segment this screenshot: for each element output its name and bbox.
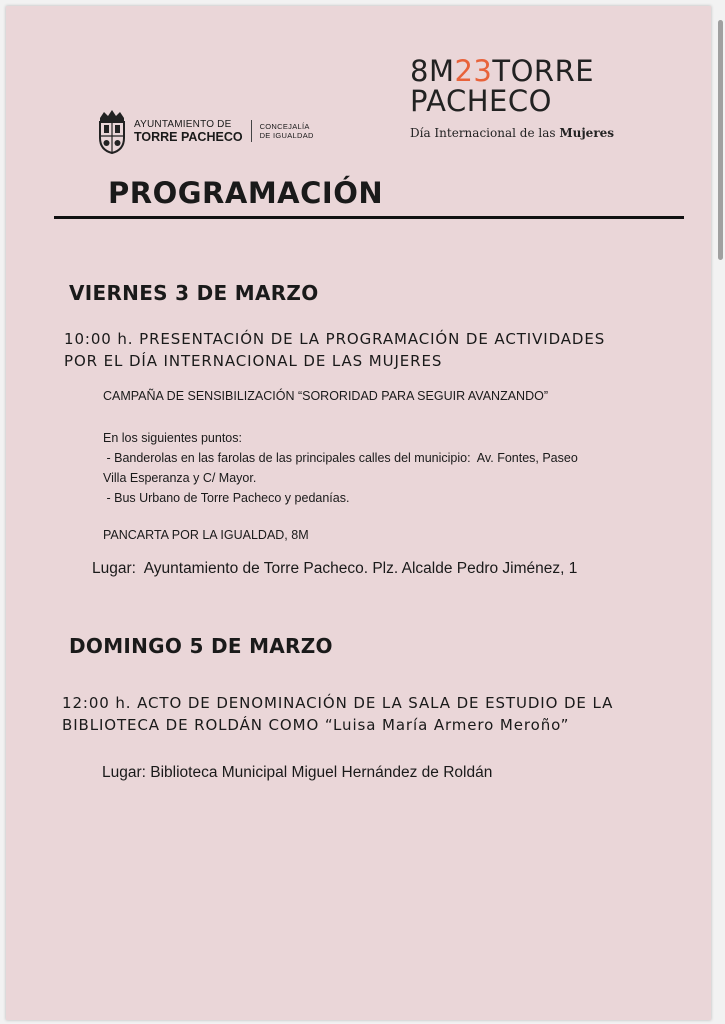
day1-place: Lugar: Ayuntamiento de Torre Pacheco. Plz. Alcalde Pedro Jiménez, 1 bbox=[92, 560, 578, 577]
day1-event-line1: 10:00 h. PRESENTACIÓN DE LA PROGRAMACIÓN DE ACTIVIDADES bbox=[64, 330, 606, 348]
day1-heading: VIERNES 3 DE MARZO bbox=[69, 281, 319, 305]
brand-line1 bbox=[410, 56, 614, 86]
day2-heading: DOMINGO 5 DE MARZO bbox=[69, 634, 333, 658]
ayuntamiento-logo bbox=[96, 108, 314, 154]
day1-points-intro: En los siguientes puntos: bbox=[103, 431, 242, 445]
day2-event bbox=[62, 692, 613, 736]
brand-prefix: 8M bbox=[410, 54, 455, 88]
day1-points bbox=[103, 428, 578, 508]
brand-number: 23 bbox=[454, 54, 493, 88]
brand-subtitle bbox=[410, 126, 614, 140]
scrollbar[interactable] bbox=[718, 20, 723, 260]
logo-divider bbox=[251, 120, 252, 142]
day1-banner: PANCARTA POR LA IGUALDAD, 8M bbox=[103, 528, 309, 542]
day2-event-line1: 12:00 h. ACTO DE DENOMINACIÓN DE LA SALA DE ESTUDIO DE LA bbox=[62, 694, 614, 712]
day1-campaign: CAMPAÑA DE SENSIBILIZACIÓN “SORORIDAD PARA SEGUIR AVANZANDO” bbox=[103, 389, 548, 403]
ayuntamiento-line2: TORRE PACHECO bbox=[134, 130, 243, 144]
day2-place: Lugar: Biblioteca Municipal Miguel Hernández de Roldán bbox=[102, 764, 493, 781]
ayuntamiento-line1: AYUNTAMIENTO DE bbox=[134, 119, 232, 130]
page-title: PROGRAMACIÓN bbox=[108, 176, 384, 210]
document-page bbox=[6, 6, 711, 1020]
ayuntamiento-name bbox=[134, 119, 243, 143]
day2-event-line2: BIBLIOTECA DE ROLDÁN COMO “Luisa María Armero Meroño” bbox=[62, 716, 570, 734]
crest-icon bbox=[96, 108, 128, 154]
event-brand-logo bbox=[410, 56, 614, 140]
brand-suffix: TORRE bbox=[492, 54, 595, 88]
day1-point2: - Bus Urbano de Torre Pacheco y pedanías. bbox=[103, 491, 350, 505]
concejalia-name bbox=[260, 122, 314, 140]
day1-event-line2: POR EL DÍA INTERNACIONAL DE LAS MUJERES bbox=[64, 352, 443, 370]
day1-event bbox=[64, 328, 605, 372]
day1-point1-line2: Villa Esperanza y C/ Mayor. bbox=[103, 471, 257, 485]
concejalia-line2: DE IGUALDAD bbox=[259, 131, 314, 140]
brand-subtitle-bold: Mujeres bbox=[559, 126, 615, 140]
brand-line2: PACHECO bbox=[410, 84, 552, 118]
brand-subtitle-text: Día Internacional de las bbox=[410, 126, 560, 140]
day1-point1-line1: - Banderolas en las farolas de las principales calles del municipio: Av. Fontes, Paseo bbox=[103, 451, 578, 465]
title-underline bbox=[54, 216, 684, 219]
concejalia-line1: CONCEJALÍA bbox=[259, 122, 310, 131]
